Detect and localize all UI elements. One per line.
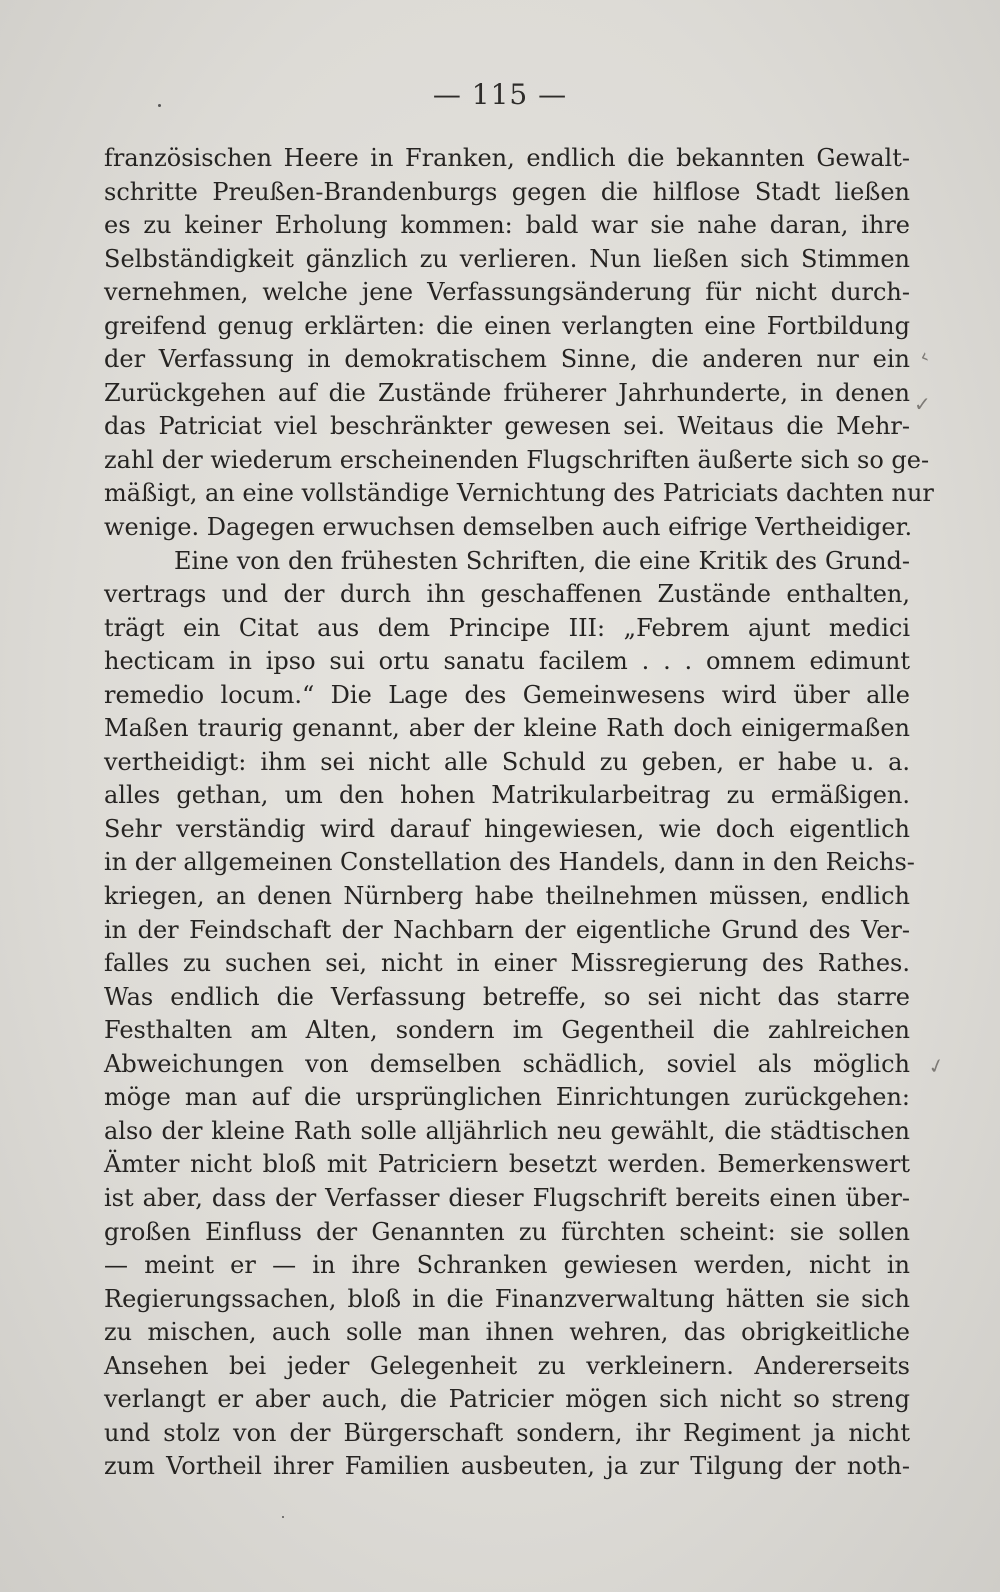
text-line: schritte Preußen-Brandenburgs gegen die hilflose Stadt ließen bbox=[104, 177, 910, 206]
text-line: trägt ein Citat aus dem Principe III: „Febrem ajunt medici bbox=[104, 613, 910, 642]
text-line: ist aber, dass der Verfasser dieser Flugschrift bereits einen über- bbox=[104, 1183, 910, 1212]
stray-ink-dot bbox=[158, 104, 161, 107]
pencil-mark-icon: ‹ bbox=[916, 343, 932, 369]
text-line: zum Vortheil ihrer Familien ausbeuten, ja zur Tilgung der noth- bbox=[104, 1452, 910, 1481]
text-line: und stolz von der Bürgerschaft sondern, ihr Regiment ja nicht bbox=[104, 1418, 910, 1447]
text-line: das Patriciat viel beschränkter gewesen sei. Weitaus die Mehr- bbox=[104, 412, 910, 441]
text-line: Zurückgehen auf die Zustände früherer Jahrhunderte, in denen bbox=[104, 378, 910, 407]
text-line: alles gethan, um den hohen Matrikularbeitrag zu ermäßigen. bbox=[104, 781, 910, 810]
text-line: Regierungssachen, bloß in die Finanzverwaltung hätten sie sich bbox=[104, 1284, 910, 1313]
text-line: Ämter nicht bloß mit Patriciern besetzt werden. Bemerkenswert bbox=[104, 1150, 910, 1179]
text-line: Was endlich die Verfassung betreffe, so sei nicht das starre bbox=[104, 982, 910, 1011]
stray-ink-dot bbox=[282, 1516, 284, 1518]
text-line: Selbständigkeit gänzlich zu verlieren. Nun ließen sich Stimmen bbox=[104, 244, 910, 273]
text-line: großen Einfluss der Genannten zu fürchten scheint: sie sollen bbox=[104, 1217, 910, 1246]
text-line: zahl der wiederum erscheinenden Flugschriften äußerte sich so ge- bbox=[104, 445, 930, 474]
text-line: Festhalten am Alten, sondern im Gegentheil die zahlreichen bbox=[104, 1016, 910, 1045]
text-line: in der Feindschaft der Nachbarn der eigentliche Grund des Ver- bbox=[104, 915, 910, 944]
text-line: verlangt er aber auch, die Patricier mögen sich nicht so streng bbox=[104, 1385, 910, 1414]
text-line: vertheidigt: ihm sei nicht alle Schuld zu geben, er habe u. a. bbox=[104, 747, 910, 776]
text-line: Abweichungen von demselben schädlich, soviel als möglich bbox=[104, 1049, 910, 1078]
text-line: also der kleine Rath solle alljährlich neu gewählt, die städtischen bbox=[104, 1116, 910, 1145]
text-line: falles zu suchen sei, nicht in einer Missregierung des Rathes. bbox=[104, 949, 910, 978]
text-line: französischen Heere in Franken, endlich die bekannten Gewalt- bbox=[104, 144, 910, 172]
text-line: vernehmen, welche jene Verfassungsänderung für nicht durch- bbox=[104, 278, 910, 307]
text-line: Eine von den frühesten Schriften, die eine Kritik des Grund- bbox=[174, 546, 910, 575]
text-line: Sehr verständig wird darauf hingewiesen, wie doch eigentlich bbox=[104, 814, 910, 843]
text-line: greifend genug erklärten: die einen verlangten eine Fortbildung bbox=[104, 311, 910, 340]
text-line: Maßen traurig genannt, aber der kleine Rath doch einigermaßen bbox=[104, 714, 910, 743]
text-line: vertrags und der durch ihn geschaffenen Zustände enthalten, bbox=[104, 580, 910, 609]
text-line: zu mischen, auch solle man ihnen wehren, das obrigkeitliche bbox=[104, 1318, 910, 1347]
body-text bbox=[104, 142, 934, 1484]
text-line: remedio locum.“ Die Lage des Gemeinwesens wird über alle bbox=[104, 680, 910, 709]
text-line: — meint er — in ihre Schranken gewiesen werden, nicht in bbox=[104, 1251, 910, 1280]
text-line: mäßigt, an eine vollständige Vernichtung des Patriciats dachten nur bbox=[104, 479, 934, 508]
text-line: es zu keiner Erholung kommen: bald war sie nahe daran, ihre bbox=[104, 211, 910, 240]
pencil-mark-icon: ✓ bbox=[914, 392, 931, 416]
text-line: der Verfassung in demokratischem Sinne, die anderen nur ein bbox=[104, 345, 910, 374]
text-line: in der allgemeinen Constellation des Handels, dann in den Reichs- bbox=[104, 848, 915, 877]
page-number: — 115 — bbox=[432, 78, 568, 111]
text-line: hecticam in ipso sui ortu sanatu facilem . . . omnem edimunt bbox=[104, 647, 910, 676]
text-line: kriegen, an denen Nürnberg habe theilnehmen müssen, endlich bbox=[104, 882, 910, 911]
pencil-mark-icon: ✓ bbox=[925, 1052, 948, 1080]
text-line: Ansehen bei jeder Gelegenheit zu verkleinern. Andererseits bbox=[104, 1351, 910, 1380]
text-line: möge man auf die ursprünglichen Einrichtungen zurückgehen: bbox=[104, 1083, 910, 1112]
text-line: wenige. Dagegen erwuchsen demselben auch eifrige Vertheidiger. bbox=[104, 513, 913, 542]
